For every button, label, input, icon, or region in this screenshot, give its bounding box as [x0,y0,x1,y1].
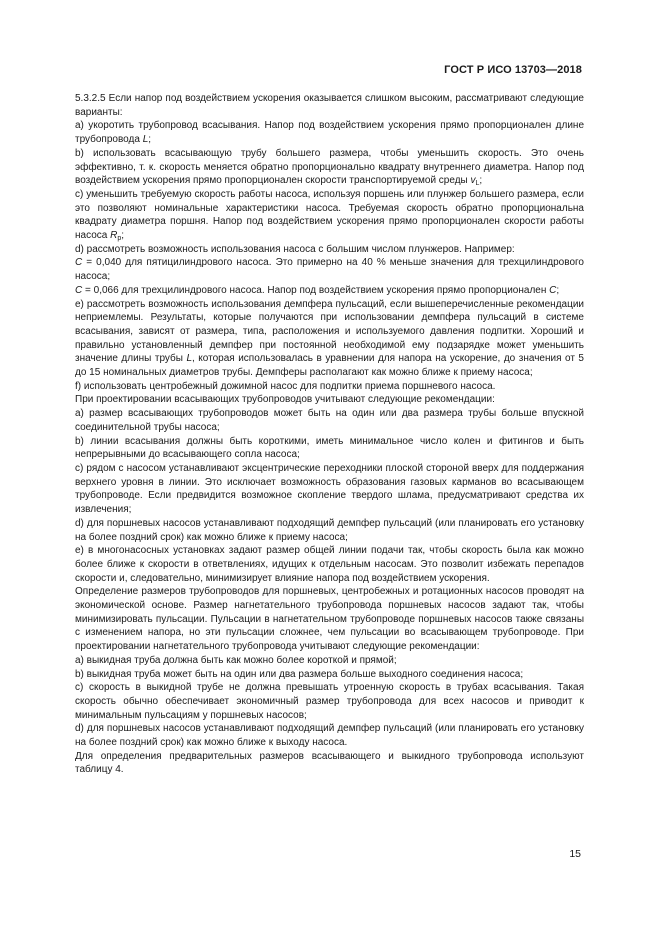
list-item: c) скорость в выкидной трубе не должна превышать утроенную скорость в трубах всасывания. Такая скорость обычно обеспечивает экономичный размер трубопровода для всех насосов и приводит к минимальным пульсациям у поршневых насосов; [75,682,584,721]
list-item: b) использовать всасывающую трубу большего размера, чтобы уменьшить скорость. Это очень эффективно, т. к. скорость меняется обратно пропорционально квадрату внутреннего диаметра. Напор под воздействием ускорения прямо пропорционален скорости транспортируемой среды $v_L$; [75,147,584,188]
page-number: 15 [569,848,581,860]
list-item: c) рядом с насосом устанавливают эксцентрические переходники плоской стороной вверх для поддержания верхнего уровня в линии. Это исключает возможность образования газовых карманов во всасывающем трубопроводе. Если предвидится возможное скопление твердого шлама, предусматривают средства их извлечения; [75,462,584,516]
list-item: C = 0,066 для трехцилиндрового насоса. Напор под воздействием ускорения прямо пропорционален C; [75,284,560,296]
list-item: d) для поршневых насосов устанавливают подходящий демпфер пульсаций (или планировать его установку на более поздний срок) как можно ближе к приему насоса; [75,517,584,543]
list-item: b) линии всасывания должны быть короткими, иметь минимальное число колен и фитингов и быть непрерывными до всасывающего сопла насоса; [75,435,584,461]
document-header: ГОСТ Р ИСО 13703—2018 [444,64,582,76]
paragraph: 5.3.2.5 Если напор под воздействием ускорения оказывается слишком высоким, рассматривают следующие варианты: [75,93,584,118]
list-item: е) в многонасосных установках задают размер общей линии подачи так, чтобы скорость была как можно более ближе к скорости в ответвлениях, идущих к отдельным насосам. Это позволит избежать перепадов скорости и, следовательно, минимизирует влияние напора под воздействием ускорения. [75,545,584,584]
paragraph: При проектировании всасывающих трубопроводов учитывают следующие рекомендации: [75,394,495,406]
list-item: C = 0,040 для пятицилиндрового насоса. Это примерно на 40 % меньше значения для трехцилиндрового насоса; [75,257,584,283]
paragraph: Для определения предварительных размеров всасывающего и выкидного трубопровода используют таблицу 4. [75,750,584,776]
list-item: c) уменьшить требуемую скорость работы насоса, используя поршень или плунжер большего размера, если это позволяют номинальные характеристики насоса. Требуемая скорость обратно пропорциональна квадрату диаметра поршня. Напор под воздействием ускорения прямо пропорционален скорости работы насоса $R_p$; [75,188,584,243]
list-item: а) выкидная труба должна быть как можно более короткой и прямой; [75,654,397,666]
body-text [75,92,584,777]
list-item: е) рассмотреть возможность использования демпфера пульсаций, если вышеперечисленные рекомендации неприемлемы. Результаты, которые получаются при использовании демпфера пульсаций в системе всасывания, зависят от размера, типа, расположения и используемого давления подпитки. Хороший и правильно установленный демпфер при постоянной необходимой ему подзарядке может уменьшить значение длины трубы L, которая использовалась в уравнении для напора на ускорение, до значения от 5 до 15 номинальных диаметров трубы. Демпферы располагают как можно ближе к приему насоса; [75,298,584,379]
list-item: f) использовать центробежный дожимной насос для подпитки приема поршневого насоса. [75,380,496,392]
list-item: d) для поршневых насосов устанавливают подходящий демпфер пульсаций (или планировать его установку на более поздний срок) как можно ближе к выходу насоса. [75,723,584,749]
list-item: а) размер всасывающих трубопроводов может быть на один или два размера трубы больше впускной соединительной трубы насоса; [75,408,584,433]
paragraph: Определение размеров трубопроводов для поршневых, центробежных и ротационных насосов проводят на экономической основе. Размер нагнетательного трубопровода поршневых насосов задают так, чтобы минимизировать пульсации. Пульсации в нагнетательном трубопроводе поршневых насосов также связаны с изменением напора, но эти пульсации сложнее, чем пульсации во всасывающем трубопроводе. При проектировании нагнетательного трубопровода учитывают следующие рекомендации: [75,586,584,653]
list-item: а) укоротить трубопровод всасывания. Напор под воздействием ускорения прямо пропорционален длине трубопровода L; [75,120,584,146]
list-item: d) рассмотреть возможность использования насоса с большим числом плунжеров. Например: [75,243,515,255]
list-item: b) выкидная труба может быть на один или два размера больше выходного соединения насоса; [75,668,524,680]
